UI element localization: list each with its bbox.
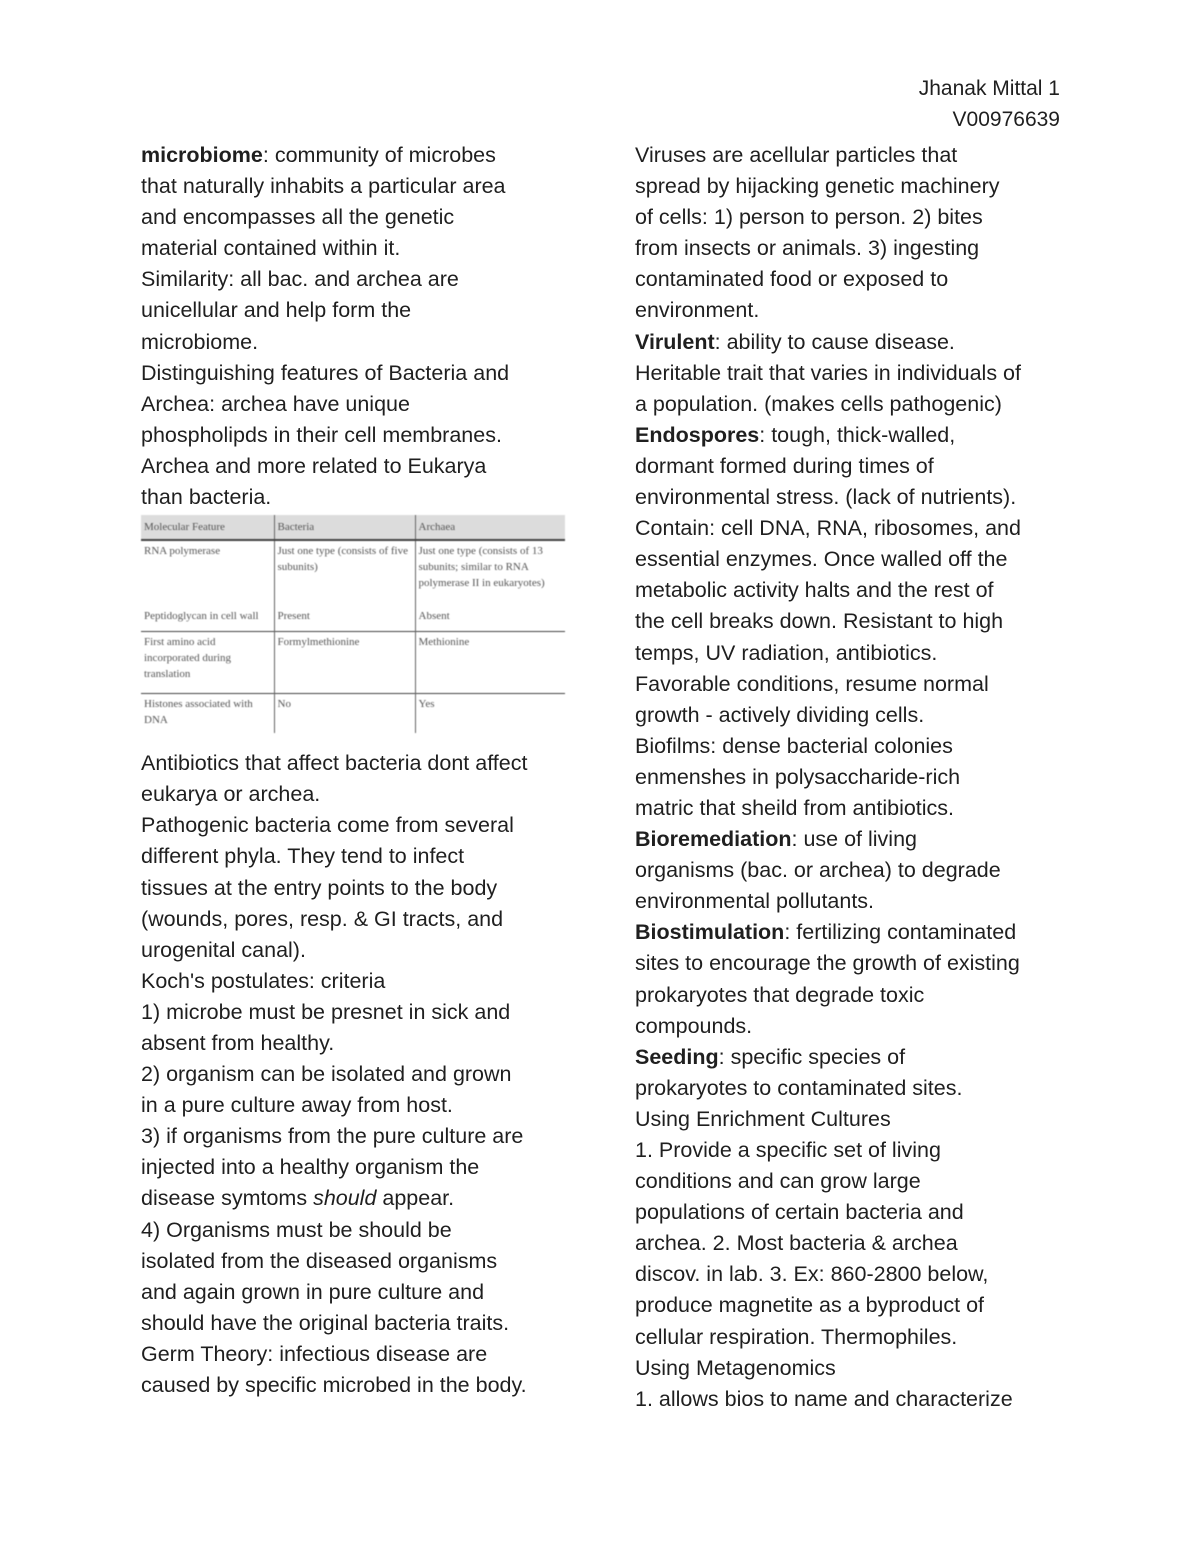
text-line [635,389,1075,420]
left-text-before-table [141,140,581,513]
molecular-features-table [141,515,565,733]
text-line [635,1322,1075,1353]
text-line [141,1059,581,1090]
line-text: the cell breaks down. Resistant to high [635,609,1004,634]
line-text: cellular respiration. Thermophiles. [635,1324,958,1349]
text-line [141,904,581,935]
text-line [635,575,1075,606]
emphasis-text: should [313,1186,377,1211]
term-line [635,824,1075,855]
text-line [141,1090,581,1121]
term-line [635,327,1075,358]
text-line [141,966,581,997]
table-cell: Present [274,606,415,631]
line-text: temps, UV radiation, antibiotics. [635,640,938,665]
table-header-archaea: Archaea [415,515,565,540]
line-text: Biofilms: dense bacterial colonies [635,733,953,758]
line-text: absent from healthy. [141,1030,335,1055]
text-line [635,140,1075,171]
text-line [141,873,581,904]
line-text: Germ Theory: infectious disease are [141,1341,488,1366]
text-line [635,700,1075,731]
line-text: essential enzymes. Once walled off the [635,547,1008,572]
text-line [635,1073,1075,1104]
line-text: archea. 2. Most bacteria & archea [635,1231,958,1256]
text-line [141,482,581,513]
table-cell: Methionine [415,631,565,693]
line-text: : community of microbes [262,143,496,167]
table-cell: First amino acid incorporated during translation [141,631,274,693]
text-line [141,1339,581,1370]
text-line [635,1011,1075,1042]
text-line [141,997,581,1028]
line-text: of cells: 1) person to person. 2) bites [635,205,983,230]
line-text: contaminated food or exposed to [635,267,949,292]
term-line [635,420,1075,451]
line-text: Similarity: all bac. and archea are [141,267,459,292]
text-line [141,451,581,482]
line-text: conditions and can grow large [635,1169,921,1194]
text-line [635,482,1075,513]
text-line [635,295,1075,326]
line-text: disease symtoms [141,1186,314,1211]
line-text: 1. Provide a specific set of living [635,1138,941,1162]
text-line [635,731,1075,762]
line-text: Using Metagenomics [635,1355,836,1380]
text-line [635,1353,1075,1384]
term-keyword: Biostimulation [635,920,785,945]
line-text: should have the original bacteria traits. [141,1310,510,1335]
text-line [635,202,1075,233]
term-keyword: Endospores [635,422,760,447]
line-text: Antibiotics that affect bacteria dont affect [141,751,528,776]
line-text: urogenital canal). [141,937,306,962]
line-text: 1. allows bios to name and characterize [635,1386,1013,1411]
text-line [635,793,1075,824]
table-cell: No [274,693,415,733]
table-cell: Histones associated with DNA [141,693,274,733]
line-text: spread by hijacking genetic machinery [635,174,1000,199]
line-text: : tough, thick-walled, [759,422,956,447]
line-text: environmental stress. (lack of nutrients). [635,485,1017,510]
text-line [635,855,1075,886]
right-column [635,140,1075,1415]
term-keyword: Virulent [635,329,715,354]
text-line [141,748,581,779]
line-text: produce magnetite as a byproduct of [635,1293,984,1318]
text-line [141,1121,581,1152]
right-text [635,140,1075,1415]
text-line [141,295,581,326]
text-line [141,202,581,233]
line-text: Heritable trait that varies in individuals of [635,360,1021,385]
line-text: than bacteria. [141,485,272,510]
line-text: : specific species of [718,1044,906,1069]
page-header [919,73,1060,135]
line-text: appear. [376,1186,455,1211]
table-cell: Just one type (consists of five subunits) [274,540,415,606]
line-text: environmental pollutants. [635,889,875,914]
text-line [635,762,1075,793]
table-cell: RNA polymerase [144,545,221,558]
text-line [141,1183,581,1214]
line-text: enmenshes in polysaccharide-rich [635,764,961,789]
line-text: : use of living [791,827,917,852]
text-line [635,886,1075,917]
molecular-features-table-image [141,515,565,745]
text-line [635,980,1075,1011]
text-line [635,606,1075,637]
text-line [141,841,581,872]
text-line [141,389,581,420]
line-text: Viruses are acellular particles that [635,143,958,167]
term-keyword: microbiome [141,143,263,167]
text-line [141,1152,581,1183]
text-line [141,171,581,202]
line-text: Distinguishing features of Bacteria and [141,360,510,385]
text-line [141,358,581,389]
text-line [635,1259,1075,1290]
text-line [141,327,581,358]
line-text: microbiome. [141,329,259,354]
line-text: unicellular and help form the [141,298,412,323]
text-line [141,233,581,264]
line-text: Favorable conditions, resume normal [635,671,989,696]
table-row [141,540,565,606]
table-cell: Peptidoglycan in cell wall [144,610,259,623]
text-line [635,358,1075,389]
table-row [141,693,565,733]
term-keyword: Bioremediation [635,827,792,852]
line-text: : ability to cause disease. [714,329,955,354]
text-line [635,544,1075,575]
text-line [141,935,581,966]
text-line [635,1384,1075,1415]
text-line [141,1246,581,1277]
text-line [635,264,1075,295]
student-id: V00976639 [952,108,1060,131]
text-line [635,1197,1075,1228]
line-text: tissues at the entry points to the body [141,875,498,900]
line-text: dormant formed during times of [635,453,934,478]
term-line [141,140,581,171]
table-row [141,606,565,631]
text-line [635,233,1075,264]
line-text: compounds. [635,1013,753,1038]
line-text: injected into a healthy organism the [141,1155,480,1180]
table-row [141,631,565,693]
text-line [635,171,1075,202]
line-text: (wounds, pores, resp. & GI tracts, and [141,906,504,931]
line-text: 3) if organisms from the pure culture are [141,1124,524,1149]
line-text: Koch's postulates: criteria [141,968,386,993]
text-line [635,669,1075,700]
line-text: from insects or animals. 3) ingesting [635,236,980,261]
line-text: 1) microbe must be presnet in sick and [141,999,511,1024]
text-line [635,1104,1075,1135]
term-line [635,1042,1075,1073]
text-line [141,779,581,810]
line-text: different phyla. They tend to infect [141,844,465,869]
line-text: material contained within it. [141,236,401,261]
line-text: populations of certain bacteria and [635,1200,964,1225]
line-text: 4) Organisms must be should be [141,1217,452,1242]
text-line [141,1215,581,1246]
text-line [141,1277,581,1308]
term-keyword: Seeding [635,1044,719,1069]
line-text: eukarya or archea. [141,782,321,807]
text-line [635,451,1075,482]
line-text: caused by specific microbed in the body. [141,1373,527,1397]
text-line [635,1135,1075,1166]
table-cell: Just one type (consists of 13 subunits; similar to RNA polymerase II in eukaryotes) [415,540,565,606]
line-text: and again grown in pure culture and [141,1279,485,1304]
text-line [141,420,581,451]
term-line [635,917,1075,948]
table-header-bacteria: Bacteria [274,515,415,540]
line-text: prokaryotes to contaminated sites. [635,1075,963,1100]
line-text: growth - actively dividing cells. [635,702,925,727]
line-text: Contain: cell DNA, RNA, ribosomes, and [635,516,1021,541]
line-text: isolated from the diseased organisms [141,1248,498,1273]
text-line [141,1370,581,1401]
line-text: in a pure culture away from host. [141,1093,453,1118]
table-cell: Formylmethionine [274,631,415,693]
line-text: environment. [635,298,760,323]
line-text: prokaryotes that degrade toxic [635,982,925,1007]
text-line [141,1308,581,1339]
table-cell: Yes [415,693,565,733]
line-text: Archea: archea have unique [141,391,410,416]
text-line [141,264,581,295]
text-line [141,810,581,841]
left-text-after-table [141,748,581,1401]
line-text: matric that sheild from antibiotics. [635,795,955,820]
line-text: Pathogenic bacteria come from several [141,813,514,838]
table-cell: Absent [415,606,565,631]
line-text: and encompasses all the genetic [141,205,455,230]
text-line [635,1228,1075,1259]
line-text: Using Enrichment Cultures [635,1106,891,1131]
line-text: a population. (makes cells pathogenic) [635,391,1002,416]
text-line [635,1290,1075,1321]
author-name: Jhanak Mittal 1 [918,77,1060,100]
table-header-feature: Molecular Feature [141,515,274,540]
text-line [635,1166,1075,1197]
text-line [635,948,1075,979]
line-text: that naturally inhabits a particular area [141,174,506,199]
line-text: sites to encourage the growth of existing [635,951,1020,976]
text-line [635,638,1075,669]
line-text: 2) organism can be isolated and grown [141,1062,512,1087]
line-text: phospholipds in their cell membranes. [141,422,502,447]
text-line [635,513,1075,544]
line-text: : fertilizing contaminated [784,920,1017,945]
text-line [141,1028,581,1059]
line-text: Archea and more related to Eukarya [141,453,487,478]
line-text: discov. in lab. 3. Ex: 860-2800 below, [635,1262,989,1287]
left-column [141,140,581,1401]
line-text: organisms (bac. or archea) to degrade [635,858,1001,883]
line-text: metabolic activity halts and the rest of [635,578,994,603]
